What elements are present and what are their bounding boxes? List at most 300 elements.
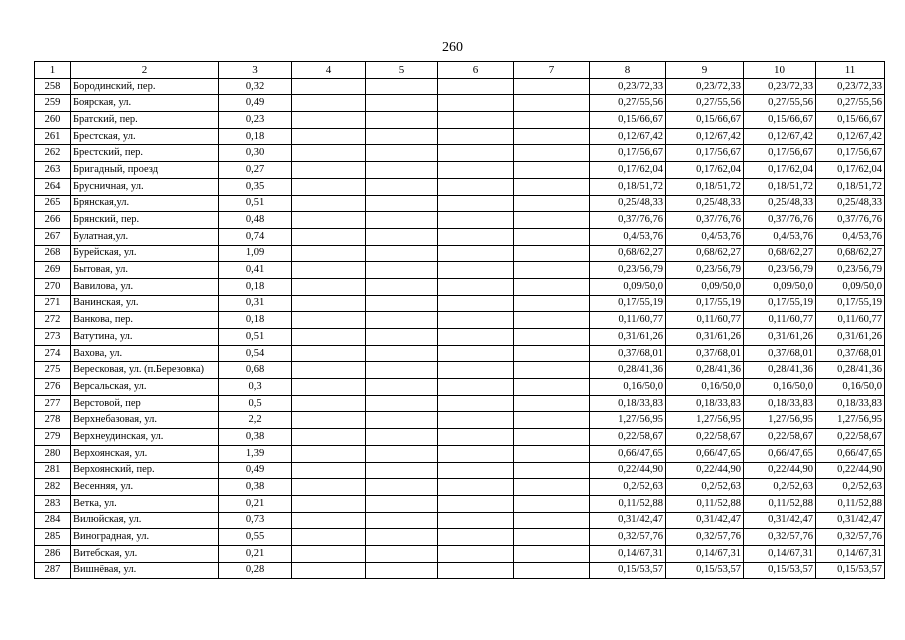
table-cell: Вахова, ул. (71, 345, 219, 362)
column-header: 6 (438, 62, 514, 79)
table-cell: 0,4/53,76 (816, 228, 885, 245)
table-cell: 0,51 (219, 329, 292, 346)
table-cell: 0,21 (219, 545, 292, 562)
table-cell: 0,31/42,47 (744, 512, 816, 529)
table-cell: 0,54 (219, 345, 292, 362)
table-cell: 0,28 (219, 562, 292, 579)
table-cell (292, 278, 366, 295)
table-cell (514, 278, 590, 295)
table-cell: 0,11/52,88 (590, 495, 666, 512)
table-cell: 0,18 (219, 312, 292, 329)
table-cell: 0,17/56,67 (816, 145, 885, 162)
table-cell: 0,18/33,83 (744, 395, 816, 412)
table-cell: 0,27 (219, 162, 292, 179)
table-cell (366, 112, 438, 129)
table-cell: Верхоянский, пер. (71, 462, 219, 479)
table-row (35, 345, 885, 362)
table-cell: 0,3 (219, 379, 292, 396)
column-header: 5 (366, 62, 438, 79)
table-cell: 0,27/55,56 (816, 95, 885, 112)
table-cell (514, 545, 590, 562)
table-cell (292, 495, 366, 512)
table-cell (366, 128, 438, 145)
table-cell: 0,23/56,79 (744, 262, 816, 279)
table-cell (366, 345, 438, 362)
table-cell: Вишнёвая, ул. (71, 562, 219, 579)
table-cell: 0,17/62,04 (666, 162, 744, 179)
table-row (35, 562, 885, 579)
table-row (35, 212, 885, 229)
table-cell: 0,23/72,33 (744, 78, 816, 95)
table-cell: Братский, пер. (71, 112, 219, 129)
table-cell (438, 145, 514, 162)
table-cell: 0,37/76,76 (744, 212, 816, 229)
table-row (35, 245, 885, 262)
table-cell (292, 128, 366, 145)
table-cell (292, 295, 366, 312)
table-cell (514, 379, 590, 396)
table-cell: 0,37/68,01 (666, 345, 744, 362)
table-row (35, 462, 885, 479)
table-cell: 0,25/48,33 (816, 195, 885, 212)
table-cell (438, 329, 514, 346)
table-cell: 1,09 (219, 245, 292, 262)
table-cell: 0,27/55,56 (744, 95, 816, 112)
table-cell (514, 112, 590, 129)
table-cell (366, 562, 438, 579)
table-cell: 0,22/44,90 (666, 462, 744, 479)
table-cell: Вилюйская, ул. (71, 512, 219, 529)
table-cell (366, 529, 438, 546)
column-header: 11 (816, 62, 885, 79)
table-cell: 0,25/48,33 (744, 195, 816, 212)
table-cell: 0,18/51,72 (744, 178, 816, 195)
table-row (35, 162, 885, 179)
table-cell: 0,68 (219, 362, 292, 379)
table-cell: Бурейская, ул. (71, 245, 219, 262)
table-cell (438, 495, 514, 512)
table-cell: 0,14/67,31 (744, 545, 816, 562)
table-cell: 0,4/53,76 (666, 228, 744, 245)
table-cell: 0,32 (219, 78, 292, 95)
table-cell (366, 429, 438, 446)
table-cell (514, 562, 590, 579)
table-cell (514, 362, 590, 379)
table-cell: 0,23/56,79 (666, 262, 744, 279)
table-row (35, 329, 885, 346)
table-cell: 1,27/56,95 (666, 412, 744, 429)
table-cell: 259 (35, 95, 71, 112)
table-cell: 0,17/55,19 (816, 295, 885, 312)
table-cell (292, 228, 366, 245)
table-cell (366, 162, 438, 179)
table-cell (438, 78, 514, 95)
table-cell (514, 479, 590, 496)
table-cell: 0,74 (219, 228, 292, 245)
table-cell: 0,15/66,67 (590, 112, 666, 129)
table-cell (292, 95, 366, 112)
table-cell (292, 145, 366, 162)
table-cell: 0,2/52,63 (816, 479, 885, 496)
table-row (35, 379, 885, 396)
table-cell: 0,32/57,76 (744, 529, 816, 546)
table-cell (514, 145, 590, 162)
table-cell: 0,15/53,57 (590, 562, 666, 579)
table-cell (514, 512, 590, 529)
table-cell (366, 78, 438, 95)
table-cell (438, 312, 514, 329)
table-cell: 0,12/67,42 (816, 128, 885, 145)
table-cell: 0,2/52,63 (590, 479, 666, 496)
table-cell: 0,18/51,72 (666, 178, 744, 195)
table-cell (438, 445, 514, 462)
table-cell (366, 312, 438, 329)
table-cell: 0,22/44,90 (744, 462, 816, 479)
table-cell: 1,39 (219, 445, 292, 462)
table-cell: 0,49 (219, 462, 292, 479)
table-cell: 0,17/55,19 (590, 295, 666, 312)
table-row (35, 262, 885, 279)
table-cell: Брянский, пер. (71, 212, 219, 229)
table-cell (438, 112, 514, 129)
table-cell (292, 262, 366, 279)
table-cell: 0,17/56,67 (666, 145, 744, 162)
table-cell (292, 112, 366, 129)
table-cell: 279 (35, 429, 71, 446)
table-cell: Бригадный, проезд (71, 162, 219, 179)
table-cell: 266 (35, 212, 71, 229)
table-cell (292, 362, 366, 379)
table-cell: 0,09/50,0 (666, 278, 744, 295)
table-cell: 263 (35, 162, 71, 179)
table-cell: 0,12/67,42 (666, 128, 744, 145)
table-row (35, 445, 885, 462)
table-cell: 0,22/44,90 (816, 462, 885, 479)
table-cell: Верхоянская, ул. (71, 445, 219, 462)
table-cell (366, 362, 438, 379)
table-cell: 280 (35, 445, 71, 462)
table-cell (366, 412, 438, 429)
table-cell: 0,31/61,26 (590, 329, 666, 346)
table-cell: 0,22/58,67 (744, 429, 816, 446)
table-cell: Брестская, ул. (71, 128, 219, 145)
table-cell (366, 379, 438, 396)
table-cell (438, 545, 514, 562)
column-header: 7 (514, 62, 590, 79)
table-cell: 273 (35, 329, 71, 346)
table-cell: 0,49 (219, 95, 292, 112)
table-cell: 0,30 (219, 145, 292, 162)
table-cell (292, 195, 366, 212)
table-cell: 0,17/62,04 (816, 162, 885, 179)
table-cell: 0,15/53,57 (666, 562, 744, 579)
table-cell: 0,18/51,72 (816, 178, 885, 195)
table-cell: 0,27/55,56 (666, 95, 744, 112)
table-cell (292, 162, 366, 179)
table-cell: 0,25/48,33 (666, 195, 744, 212)
table-cell: 0,11/52,88 (666, 495, 744, 512)
table-cell: 0,31/61,26 (666, 329, 744, 346)
table-cell: 0,17/62,04 (744, 162, 816, 179)
table-row (35, 512, 885, 529)
table-cell: 0,31/42,47 (666, 512, 744, 529)
data-table (34, 61, 885, 579)
table-cell (438, 379, 514, 396)
table-cell: 0,38 (219, 479, 292, 496)
table-cell: 0,09/50,0 (590, 278, 666, 295)
table-cell: 270 (35, 278, 71, 295)
table-cell: 0,68/62,27 (590, 245, 666, 262)
table-cell (366, 212, 438, 229)
table-row (35, 145, 885, 162)
table-row (35, 545, 885, 562)
table-row (35, 228, 885, 245)
table-cell: 0,09/50,0 (744, 278, 816, 295)
table-cell (366, 479, 438, 496)
table-cell (514, 462, 590, 479)
table-cell: 261 (35, 128, 71, 145)
table-cell (366, 545, 438, 562)
column-header: 10 (744, 62, 816, 79)
table-cell (438, 162, 514, 179)
table-cell (514, 262, 590, 279)
table-cell: 0,68/62,27 (744, 245, 816, 262)
table-row (35, 395, 885, 412)
table-cell: 0,2/52,63 (744, 479, 816, 496)
table-cell: 0,48 (219, 212, 292, 229)
table-cell: 0,14/67,31 (666, 545, 744, 562)
table-cell: 271 (35, 295, 71, 312)
table-cell: 0,28/41,36 (816, 362, 885, 379)
table-cell (366, 95, 438, 112)
table-row (35, 278, 885, 295)
table-cell: 0,18/33,83 (816, 395, 885, 412)
table-cell: 283 (35, 495, 71, 512)
table-cell (292, 245, 366, 262)
page-number: 260 (442, 40, 463, 55)
table-cell: Весенняя, ул. (71, 479, 219, 496)
table-cell: Ванкова, пер. (71, 312, 219, 329)
table-cell: 0,12/67,42 (590, 128, 666, 145)
table-cell (514, 429, 590, 446)
table-cell: 0,28/41,36 (666, 362, 744, 379)
table-cell (366, 395, 438, 412)
table-cell: 275 (35, 362, 71, 379)
column-header: 2 (71, 62, 219, 79)
table-cell: 0,11/60,77 (666, 312, 744, 329)
table-cell (514, 495, 590, 512)
table-cell: Виноградная, ул. (71, 529, 219, 546)
table-cell: 265 (35, 195, 71, 212)
table-cell: 0,16/50,0 (590, 379, 666, 396)
table-cell: 0,11/60,77 (816, 312, 885, 329)
table-cell (366, 445, 438, 462)
table-cell: 0,37/76,76 (590, 212, 666, 229)
table-cell: 0,15/53,57 (744, 562, 816, 579)
table-cell (366, 295, 438, 312)
table-cell (438, 212, 514, 229)
table-cell (438, 429, 514, 446)
table-row (35, 495, 885, 512)
table-cell: 0,22/58,67 (816, 429, 885, 446)
table-cell: 1,27/56,95 (744, 412, 816, 429)
table-row (35, 95, 885, 112)
table-cell: 0,17/56,67 (590, 145, 666, 162)
column-header: 3 (219, 62, 292, 79)
table-cell: 0,16/50,0 (744, 379, 816, 396)
table-cell: 0,15/66,67 (744, 112, 816, 129)
table-cell (514, 162, 590, 179)
table-cell (366, 329, 438, 346)
table-row (35, 312, 885, 329)
column-header: 9 (666, 62, 744, 79)
table-cell (438, 95, 514, 112)
table-cell: 0,31/61,26 (744, 329, 816, 346)
table-cell: Ванинская, ул. (71, 295, 219, 312)
table-cell: 0,23/56,79 (590, 262, 666, 279)
table-cell: 269 (35, 262, 71, 279)
table-cell: 0,23 (219, 112, 292, 129)
table-cell: 264 (35, 178, 71, 195)
table-cell: 272 (35, 312, 71, 329)
table-cell (514, 345, 590, 362)
table-cell: 0,31/42,47 (590, 512, 666, 529)
table-cell: 0,15/53,57 (816, 562, 885, 579)
table-cell: 0,11/52,88 (816, 495, 885, 512)
table-cell: 0,2/52,63 (666, 479, 744, 496)
table-cell (366, 262, 438, 279)
table-cell: 0,37/68,01 (744, 345, 816, 362)
table-cell: Верстовой, пер (71, 395, 219, 412)
table-body (35, 78, 885, 579)
table-cell: 0,22/44,90 (590, 462, 666, 479)
table-cell: Брянская,ул. (71, 195, 219, 212)
table-cell: 0,55 (219, 529, 292, 546)
table-cell: 0,23/72,33 (666, 78, 744, 95)
table-cell (292, 345, 366, 362)
table-cell (366, 512, 438, 529)
table-cell (514, 395, 590, 412)
table-cell: 0,4/53,76 (590, 228, 666, 245)
table-cell (292, 445, 366, 462)
table-cell (292, 429, 366, 446)
table-cell: Версальская, ул. (71, 379, 219, 396)
header-row (35, 62, 885, 79)
table-cell (514, 329, 590, 346)
table-row (35, 178, 885, 195)
table-cell: 0,18/51,72 (590, 178, 666, 195)
table-cell: 258 (35, 78, 71, 95)
table-cell (514, 312, 590, 329)
table-cell: 0,22/58,67 (666, 429, 744, 446)
table-cell: 0,25/48,33 (590, 195, 666, 212)
table-cell: 267 (35, 228, 71, 245)
table-cell (514, 128, 590, 145)
table-cell: 0,18/33,83 (590, 395, 666, 412)
table-cell: 0,15/66,67 (666, 112, 744, 129)
table-cell: 0,09/50,0 (816, 278, 885, 295)
table-cell: 0,21 (219, 495, 292, 512)
column-header: 8 (590, 62, 666, 79)
table-cell: 285 (35, 529, 71, 546)
table-cell: 0,31 (219, 295, 292, 312)
table-cell (366, 145, 438, 162)
table-row (35, 429, 885, 446)
table-cell: 0,28/41,36 (590, 362, 666, 379)
table-cell (514, 78, 590, 95)
table-cell (292, 312, 366, 329)
table-cell: 0,68/62,27 (666, 245, 744, 262)
table-cell: 0,22/58,67 (590, 429, 666, 446)
table-cell (292, 562, 366, 579)
table-cell: 284 (35, 512, 71, 529)
table-cell (514, 178, 590, 195)
table-cell: 0,31/42,47 (816, 512, 885, 529)
table-cell: 0,51 (219, 195, 292, 212)
table-cell: 1,27/56,95 (816, 412, 885, 429)
table-cell: Ветка, ул. (71, 495, 219, 512)
table-cell: 0,32/57,76 (666, 529, 744, 546)
table-cell: 0,66/47,65 (744, 445, 816, 462)
table-cell: Витебская, ул. (71, 545, 219, 562)
table-cell: 0,4/53,76 (744, 228, 816, 245)
table-row (35, 112, 885, 129)
table-cell: 0,18 (219, 128, 292, 145)
table-cell: 0,37/76,76 (816, 212, 885, 229)
table-row (35, 128, 885, 145)
table-cell (292, 529, 366, 546)
table-row (35, 295, 885, 312)
table-cell (438, 412, 514, 429)
table-cell: 0,17/55,19 (744, 295, 816, 312)
table-cell: 274 (35, 345, 71, 362)
table-row (35, 529, 885, 546)
table-cell: 2,2 (219, 412, 292, 429)
table-cell (514, 228, 590, 245)
table-cell (292, 329, 366, 346)
table-cell: 0,17/62,04 (590, 162, 666, 179)
table-cell (366, 178, 438, 195)
table-cell: 0,66/47,65 (666, 445, 744, 462)
table-cell: 0,17/55,19 (666, 295, 744, 312)
table-cell: Бытовая, ул. (71, 262, 219, 279)
table-row (35, 479, 885, 496)
table-cell (292, 512, 366, 529)
table-cell (292, 545, 366, 562)
table-cell: 0,37/68,01 (590, 345, 666, 362)
table-cell: 0,5 (219, 395, 292, 412)
table-cell (438, 245, 514, 262)
table-cell: 0,23/72,33 (816, 78, 885, 95)
table-cell (514, 245, 590, 262)
table-cell (292, 479, 366, 496)
table-cell: 0,14/67,31 (590, 545, 666, 562)
table-cell: 1,27/56,95 (590, 412, 666, 429)
table-cell (292, 78, 366, 95)
table-cell: 0,18 (219, 278, 292, 295)
table-cell (438, 362, 514, 379)
table-cell (292, 395, 366, 412)
table-cell: 0,27/55,56 (590, 95, 666, 112)
table-cell: 276 (35, 379, 71, 396)
table-cell (292, 178, 366, 195)
table-cell (438, 278, 514, 295)
table-cell (438, 262, 514, 279)
table-cell: 0,37/68,01 (816, 345, 885, 362)
table-row (35, 362, 885, 379)
table-cell (366, 462, 438, 479)
table-cell: Булатная,ул. (71, 228, 219, 245)
